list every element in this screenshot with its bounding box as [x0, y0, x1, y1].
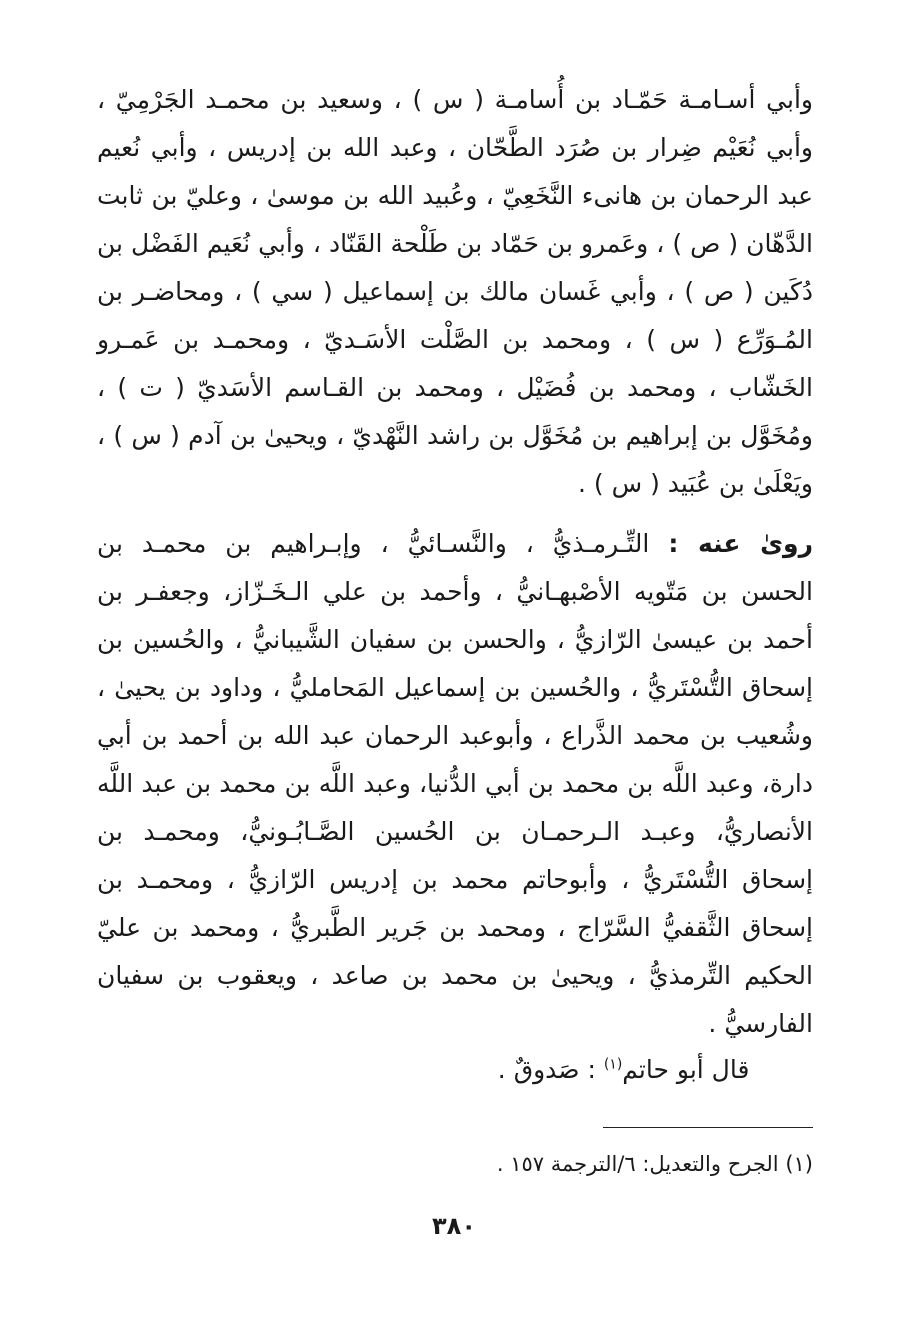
students-lead: روىٰ عنه :: [668, 529, 813, 558]
text-line: عبد الرحمان بن هانىء النَّخَعِيّ ، وعُبيد الله بن موسىٰ ، وعليّ بن ثابت: [97, 181, 813, 210]
footnote-divider: [603, 1127, 813, 1128]
text-line: الفارسيُّ .: [708, 1009, 813, 1038]
teachers-paragraph: [97, 76, 813, 508]
verdict-paragraph: [97, 1046, 813, 1094]
verdict-value: : صَدوقٌ .: [497, 1055, 604, 1084]
verdict-line: [97, 1046, 813, 1094]
text-line: الحكيم التِّرمذيُّ ، ويحيىٰ بن محمد بن صاعد ، ويعقوب بن سفيان: [97, 961, 813, 990]
text-line: دارة، وعبد اللَّه بن محمد بن أبي الدُّنيا، وعبد اللَّه بن محمد بن عبد اللَّه: [97, 769, 813, 798]
text-line: وأبي نُعَيْم ضِرار بن صُرَد الطَّحّان ، وعبد الله بن إدريس ، وأبي نُعيم: [97, 133, 813, 162]
text-line: ومُخَوَّل بن إبراهيم بن مُخَوَّل بن راشد النَّهْديّ ، ويحيىٰ بن آدم ( س ) ،: [97, 421, 813, 450]
text-line: الدَّهّان ( ص ) ، وعَمرو بن حَمّاد بن طَلْحة القَنّاد ، وأبي نُعَيم الفَضْل بن: [97, 229, 813, 258]
text-line: [97, 520, 813, 568]
verdict-text: قال أبو حاتم: [622, 1055, 750, 1084]
text-line: وشُعيب بن محمد الذَّراع ، وأبوعبد الرحمان عبد الله بن أحمد بن أبي: [97, 721, 813, 750]
footnote-marker: (١): [603, 1056, 623, 1073]
students-paragraph: [97, 520, 813, 1048]
text-fragment: التِّـرمـذيُّ ، والنَّسـائيُّ ، وإبـراهيم بن محمـد بن: [97, 529, 669, 558]
text-line: إسحاق الثَّقفيُّ السَّرّاج ، ومحمد بن جَرير الطَّبريُّ ، ومحمد بن عليّ: [97, 913, 813, 942]
text-line: الأنصاريُّ، وعبـد الـرحمـان بن الحُسين الصَّـابُـونيُّ، ومحمـد بن: [97, 817, 813, 846]
footnote: (١) الجرح والتعديل: ٦/الترجمة ١٥٧ .: [496, 1152, 813, 1176]
page-number: ٣٨٠: [432, 1212, 476, 1240]
text-line: إسحاق التُّسْتَريُّ ، والحُسين بن إسماعيل المَحامليُّ ، وداود بن يحيىٰ ،: [97, 673, 813, 702]
text-line: ويَعْلَىٰ بن عُبَيد ( س ) .: [578, 469, 813, 498]
text-line: أحمد بن عيسىٰ الرّازيُّ ، والحسن بن سفيان الشَّيبانيُّ ، والحُسين بن: [97, 625, 813, 654]
text-line: إسحاق التُّسْتَريُّ ، وأبوحاتم محمد بن إدريس الرّازيُّ ، ومحمـد بن: [97, 865, 813, 894]
text-line: وأبي أسـامـة حَمّـاد بن أُسامـة ( س ) ، وسعيد بن محمـد الجَرْمِيّ ،: [97, 85, 813, 114]
text-line: دُكَين ( ص ) ، وأبي غَسان مالك بن إسماعيل ( سي ) ، ومحاضـر بن: [97, 277, 813, 306]
text-line: الحسن بن مَتّويه الأصْبهـانيُّ ، وأحمد بن علي الـخَـزّاز، وجعفـر بن: [97, 577, 813, 606]
text-line: المُـوَرِّع ( س ) ، ومحمد بن الصَّلْت الأسَـديّ ، ومحمـد بن عَمـرو: [97, 325, 813, 354]
text-line: الخَشّاب ، ومحمد بن فُضَيْل ، ومحمد بن القـاسم الأسَديّ ( ت ) ،: [97, 373, 813, 402]
